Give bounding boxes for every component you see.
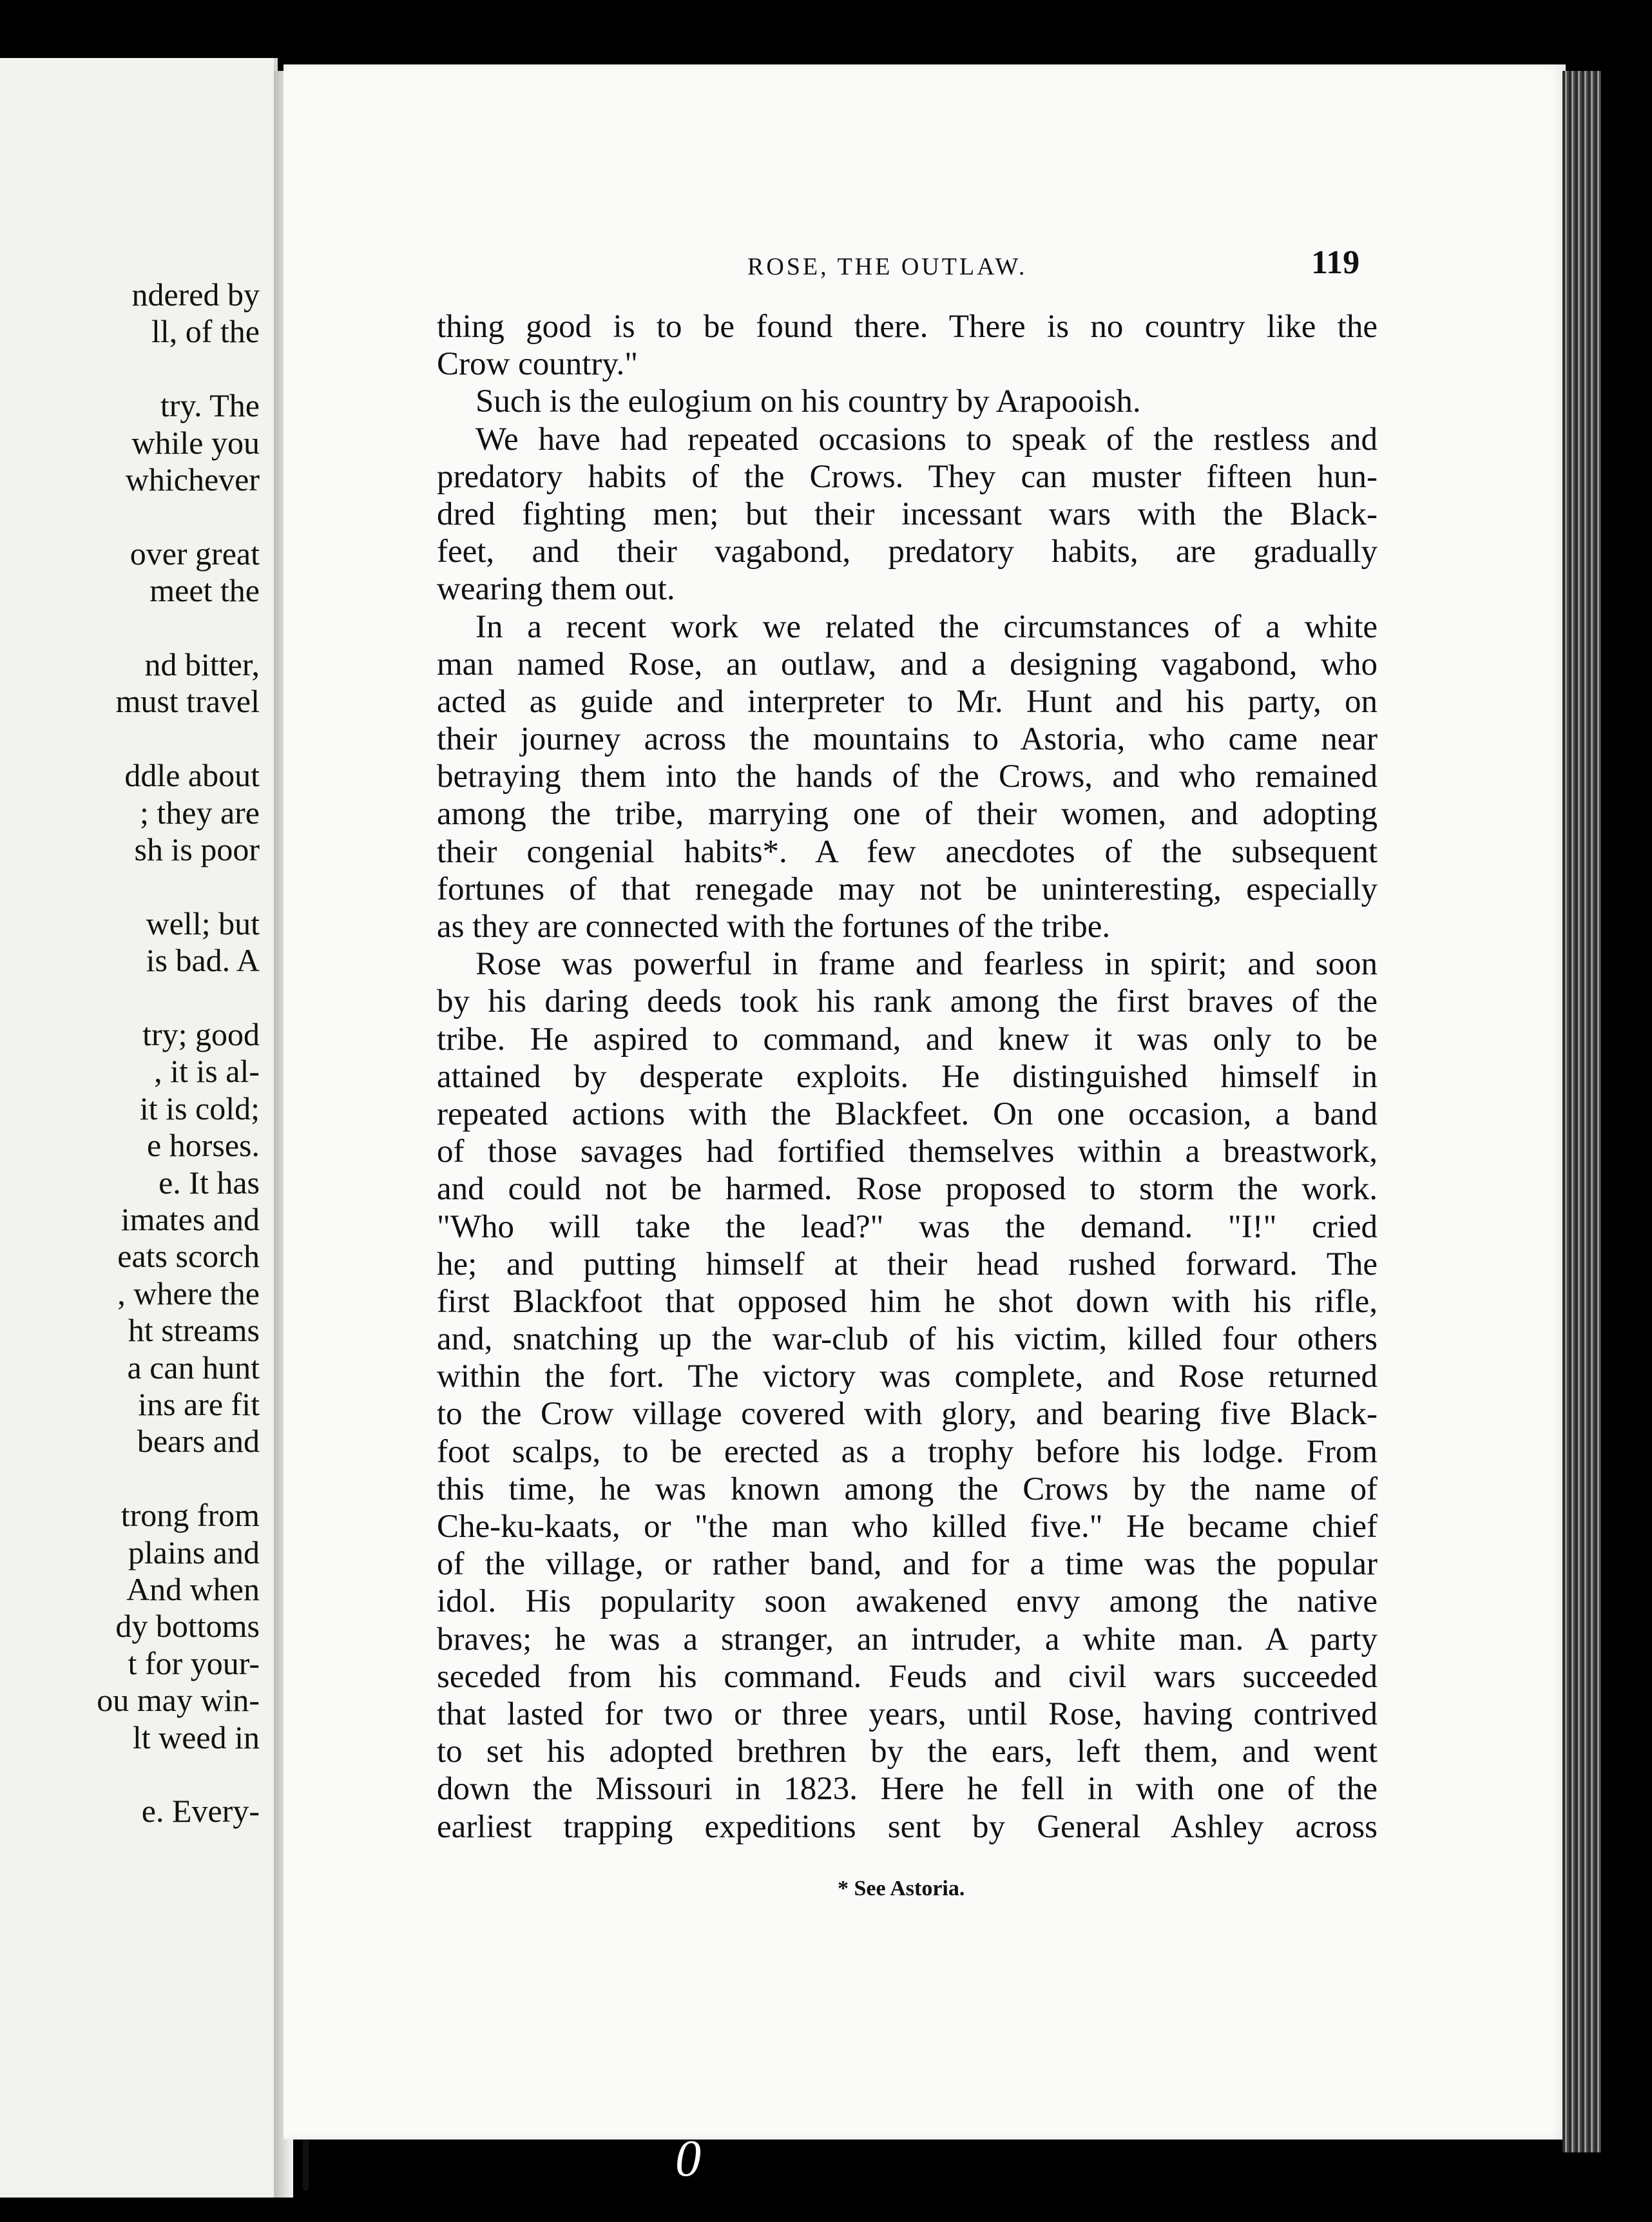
scan-mark: 0 (675, 2130, 701, 2187)
text-line: thing good is to be found there. There is no country like the (437, 309, 1378, 345)
left-page-line: nd bitter, (144, 646, 260, 682)
left-page-line: And when (126, 1571, 260, 1607)
left-page-line: dy bottoms (115, 1608, 260, 1645)
left-page-line: bears and (137, 1423, 260, 1460)
text-line: Such is the eulogium on his country by Arapooish. (475, 383, 1141, 420)
left-page-line: well; but (146, 905, 260, 942)
left-page-line: e. It has (158, 1164, 260, 1201)
text-line: man named Rose, an outlaw, and a designing vagabond, who (437, 646, 1378, 682)
text-line: idol. His popularity soon awakened envy among the native (437, 1583, 1378, 1620)
text-line: as they are connected with the fortunes of the tribe. (437, 909, 1111, 945)
left-page-line: is bad. A (146, 942, 260, 979)
text-line: betraying them into the hands of the Crows, and who remained (437, 758, 1378, 795)
text-line: and, snatching up the war-club of his victim, killed four others (437, 1321, 1378, 1358)
left-page-line: a can hunt (127, 1349, 260, 1386)
text-line: Crow country." (437, 346, 639, 383)
text-line: Rose was powerful in frame and fearless in spirit; and soon (475, 946, 1378, 983)
running-head: ROSE, THE OUTLAW. (747, 253, 1028, 280)
text-line: "Who will take the lead?" was the demand. "I!" cried (437, 1208, 1378, 1245)
left-page-fragment (0, 58, 278, 2198)
text-line: to the Crow village covered with glory, and bearing five Black- (437, 1396, 1378, 1433)
left-page-line: e. Every- (141, 1793, 260, 1830)
left-page-line: imates and (120, 1201, 260, 1237)
left-page-line: meet the (149, 572, 260, 609)
text-line: predatory habits of the Crows. They can muster fifteen hun- (437, 458, 1378, 495)
text-line: acted as guide and interpreter to Mr. Hunt and his party, on (437, 683, 1378, 720)
text-line: that lasted for two or three years, until Rose, having contrived (437, 1695, 1378, 1732)
left-page-line: ddle about (124, 757, 260, 794)
text-line: dred fighting men; but their incessant wars with the Black- (437, 496, 1378, 532)
text-line: repeated actions with the Blackfeet. On one occasion, a band (437, 1096, 1378, 1132)
text-line: their congenial habits*. A few anecdotes of the subsequent (437, 833, 1378, 870)
left-page-line: ndered by (131, 276, 260, 313)
left-page-line: ; they are (139, 794, 260, 831)
left-page-line: lt weed in (132, 1719, 260, 1755)
text-line: this time, he was known among the Crows by the name of (437, 1471, 1378, 1507)
text-line: of those savages had fortified themselves within a breastwork, (437, 1134, 1378, 1170)
text-line: We have had repeated occasions to speak of the restless and (475, 421, 1378, 458)
left-page-line: ht streams (128, 1312, 260, 1349)
left-page-line: whichever (125, 461, 260, 498)
left-page-line: , where the (117, 1275, 260, 1311)
left-page-line: ou may win- (97, 1682, 260, 1719)
left-page-line: plains and (128, 1534, 260, 1570)
left-page-line: t for your- (128, 1645, 260, 1681)
text-line: down the Missouri in 1823. Here he fell in with one of the (437, 1771, 1378, 1808)
body-text (437, 308, 1378, 1846)
left-page-line: e horses. (147, 1127, 260, 1164)
text-line: Che-ku-kaats, or "the man who killed five." He became chief (437, 1509, 1378, 1545)
left-page-line: ll, of the (151, 313, 260, 350)
text-line: of the village, or rather band, and for a time was the popular (437, 1546, 1378, 1583)
text-line: by his daring deeds took his rank among the first braves of the (437, 983, 1378, 1020)
text-line: fortunes of that renegade may not be uninteresting, especially (437, 871, 1378, 907)
text-line: tribe. He aspired to command, and knew it was only to be (437, 1021, 1378, 1058)
left-page-line: try; good (142, 1016, 260, 1052)
left-page-line: it is cold; (139, 1090, 260, 1126)
left-page-line: ins are fit (138, 1386, 260, 1422)
text-line: seceded from his command. Feuds and civil wars succeeded (437, 1658, 1378, 1695)
left-page-line: over great (130, 535, 260, 572)
left-page-line: while you (131, 424, 260, 461)
left-page-line: must travel (115, 683, 260, 720)
text-line: attained by desperate exploits. He distinguished himself in (437, 1058, 1378, 1095)
left-page-line: trong from (120, 1497, 260, 1534)
left-page-line: try. The (160, 387, 260, 424)
text-line: he; and putting himself at their head rushed forward. The (437, 1246, 1378, 1282)
footnote: * See Astoria. (838, 1877, 965, 1900)
text-line: feet, and their vagabond, predatory habits, are gradually (437, 534, 1378, 570)
page-number: 119 (1311, 244, 1360, 281)
text-line: first Blackfoot that opposed him he shot down with his rifle, (437, 1283, 1378, 1320)
left-page-line: eats scorch (117, 1238, 260, 1275)
text-line: braves; he was a stranger, an intruder, a white man. A party (437, 1621, 1378, 1657)
text-line: among the tribe, marrying one of their women, and adopting (437, 796, 1378, 833)
text-line: their journey across the mountains to Astoria, who came near (437, 721, 1378, 758)
text-line: to set his adopted brethren by the ears, left them, and went (437, 1734, 1378, 1770)
text-line: within the fort. The victory was complete, and Rose returned (437, 1358, 1378, 1395)
page-edges (1562, 71, 1601, 2152)
text-line: wearing them out. (437, 571, 675, 608)
text-line: foot scalps, to be erected as a trophy before his lodge. From (437, 1433, 1378, 1470)
left-page-line: sh is poor (134, 831, 260, 867)
text-line: and could not be harmed. Rose proposed to storm the work. (437, 1171, 1378, 1208)
left-page-line: , it is al- (154, 1053, 260, 1090)
text-line: earliest trapping expeditions sent by General Ashley across (437, 1808, 1378, 1845)
text-line: In a recent work we related the circumstances of a white (475, 608, 1378, 645)
